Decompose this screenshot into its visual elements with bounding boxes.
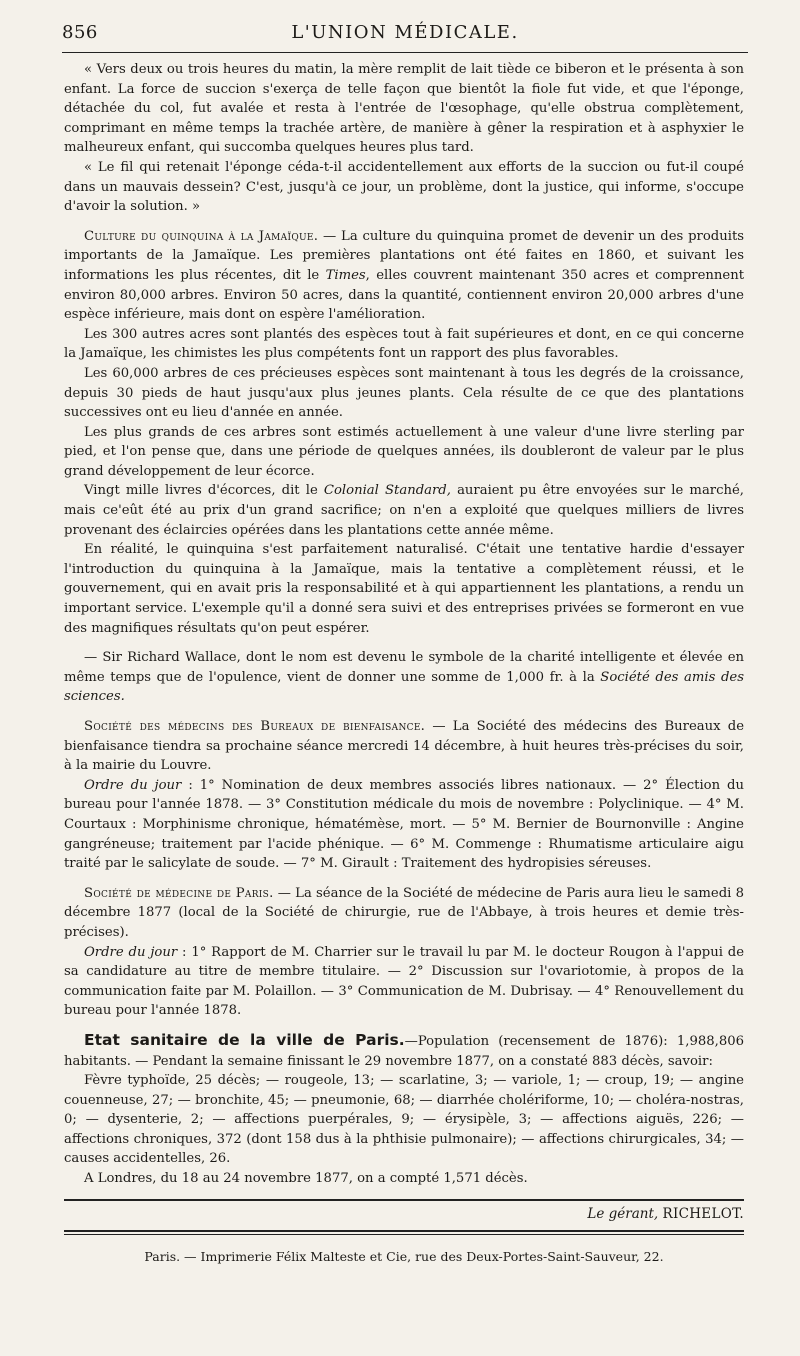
article-medecine-paris: Société de médecine de Paris. — La séance de la Société de médecine de Paris aura lieu le samedi 8 décembre 1877 (local de la Société de chirurgie, rue de l'Abbaye, à trois heures et demie très-précises). <box>64 885 744 940</box>
agenda-bienfaisance: Ordre du jour : 1° Nomination de deux membres associés libres nationaux. — 2° Élection du bureau pour l'année 1878. — 3° Constitution médicale du mois de novembre : Polyclinique. — 4° M. Courtaux : Morphinisme chronique, hématémèse, mort. — 5° M. Bernier de Bournonville : Angine gangréneuse; traitement par l'acide phénique. — 6° M. Commenge : Rhumatisme articulaire aigu traité par le salicylate de soude. — 7° M. Girault : Traitement des hydropisies séreuses. <box>64 777 744 872</box>
paragraph: Les 60,000 arbres de ces précieuses espèces sont maintenant à tous les degrés de la croissance, depuis 30 pieds de haut jusqu'aux plus jeunes plants. Cela résulte de ce que des plantations successives ont eu lieu d'année en année. <box>64 365 744 421</box>
paragraph: En réalité, le quinquina s'est parfaitement naturalisé. C'était une tentative hardie d'essayer l'introduction du quinquina à la Jamaïque, mais la tentative a complètement réussi, et le gouvernement, qui en avait pris la responsabilité et à qui appartiennent les plantations, a rendu un important service. L'exemple qu'il a donné sera suivi et des entreprises privées se formeront en vue des magnifiques résultats qu'on peut espérer. <box>64 542 744 636</box>
footer-rule <box>64 1199 744 1201</box>
mortality-detail: Fèvre typhoïde, 25 décès; — rougeole, 13; — scarlatine, 3; — variole, 1; — croup, 19; — angine couenneuse, 27; — bronchite, 45; — pneumonie, 68; — diarrhée cholériforme, 10; — choléra-nostras, 0; — dysenterie, 2; — affections puerpérales, 9; — érysipèle, 3; — affections aiguës, 226; — affections chroniques, 372 (dont 158 dus à la phthisie pulmonaire); — affections chirurgicales, 34; — causes accidentelles, 26. <box>64 1073 744 1167</box>
page-body <box>64 60 744 1267</box>
article-title-medecine-paris: Société de médecine de Paris. <box>84 885 274 901</box>
imprint-rule <box>64 1230 744 1232</box>
london-deaths: A Londres, du 18 au 24 novembre 1877, on a compté 1,571 décès. <box>84 1171 528 1187</box>
agenda-medecine-paris: Ordre du jour : 1° Rapport de M. Charrier sur le travail lu par M. le docteur Rougon à l'appui de sa candidature au titre de membre titulaire. — 2° Discussion sur l'ovariotomie, à propos de la communication faite par M. Polaillon. — 3° Communication de M. Dubrisay. — 4° Renouvellement du bureau pour l'année 1878. <box>64 944 745 1019</box>
article-title-etat-sanitaire: Etat sanitaire de la ville de Paris. <box>84 1030 405 1049</box>
source-times: Times <box>325 267 366 283</box>
society-name: Société des amis des sciences. <box>64 669 744 705</box>
paragraph: Les plus grands de ces arbres sont estimés actuellement à une valeur d'une livre sterling par pied, et l'on pense que, dans une période de quelques années, ils doubleront de valeur par le plus grand développement de leur écorce. <box>64 424 744 479</box>
article-quinquina: Culture du quinquina à la Jamaïque. — La culture du quinquina promet de devenir un des produits importants de la Jamaïque. Les premières plantations ont été faites en 1860, et suivant les informations les plus récentes, dit le Times, elles couvrent maintenant 350 acres et comprennent environ 80,000 arbres. Environ 50 acres, dans la quantité, contiennent environ 20,000 arbres d'une espèce inférieure, mais dont on espère l'amélioration. <box>64 228 745 323</box>
paragraph: Les 300 autres acres sont plantés des espèces tout à fait supérieures et dont, en ce qui concerne la Jamaïque, les chimistes les plus compétents font un rapport des plus favorables. <box>64 326 744 362</box>
signature: Le gérant, RICHELOT. <box>587 1205 744 1222</box>
article-bienfaisance: Société des médecins des Bureaux de bienfaisance. — La Société des médecins des Bureaux de bienfaisance tiendra sa prochaine séance mercredi 14 décembre, à huit heures très-précises du soir, à la mairie du Louvre. <box>64 719 744 774</box>
printer-imprint: Paris. — Imprimerie Félix Malteste et Cie, rue des Deux-Portes-Saint-Sauveur, 22. <box>144 1249 664 1265</box>
journal-title: L'UNION MÉDICALE. <box>291 22 519 43</box>
paragraph-biberon-2: « Le fil qui retenait l'éponge céda-t-il accidentellement aux efforts de la succion ou fut-il coupé dans un mauvais dessein? C'est, jusqu'à ce jour, un problème, dont la justice, qui informe, s'occupe d'avoir la solution. » <box>64 159 744 215</box>
paragraph-biberon-1: « Vers deux ou trois heures du matin, la mère remplit de lait tiède ce biberon et le présenta à son enfant. La force de succion s'exerça de telle façon que bientôt la fiole fut vide, et que l'éponge, détachée du col, fut avalée et resta à l'entrée de l'œsophage, qu'elle obstrua complètement, comprimant en même temps la trachée artère, de manière à gêner la respiration et à asphyxier le malheureux enfant, qui succomba quelques heures plus tard. <box>64 62 744 156</box>
source-colonial-standard: Colonial Standard, <box>323 483 451 499</box>
article-title-bienfaisance: Société des médecins des Bureaux de bienfaisance. <box>84 719 426 734</box>
paragraph: Vingt mille livres d'écorces, dit le Colonial Standard, auraient pu être envoyées sur le marché, mais ce'eût été au prix d'un grand sacrifice; on n'en a exploité que quelques milliers de livres provenant des éclaircies opérées dans les plantations cette année même. <box>64 483 744 538</box>
page-number: 856 <box>62 22 98 43</box>
article-title-quinquina: Culture du quinquina à la Jamaïque. <box>84 228 319 244</box>
page-header <box>62 18 748 48</box>
article-wallace: — Sir Richard Wallace, dont le nom est devenu le symbole de la charité intelligente et élevée en même temps que de l'opulence, vient de donner une somme de 1,000 fr. à la Société des amis des sciences. <box>64 650 744 705</box>
article-etat-sanitaire: Etat sanitaire de la ville de Paris.—Population (recensement de 1876): 1,988,806 habitants. — Pendant la semaine finissant le 29 novembre 1877, on a constaté 883 décès, savoir: <box>64 1030 744 1069</box>
header-rule <box>62 52 748 53</box>
